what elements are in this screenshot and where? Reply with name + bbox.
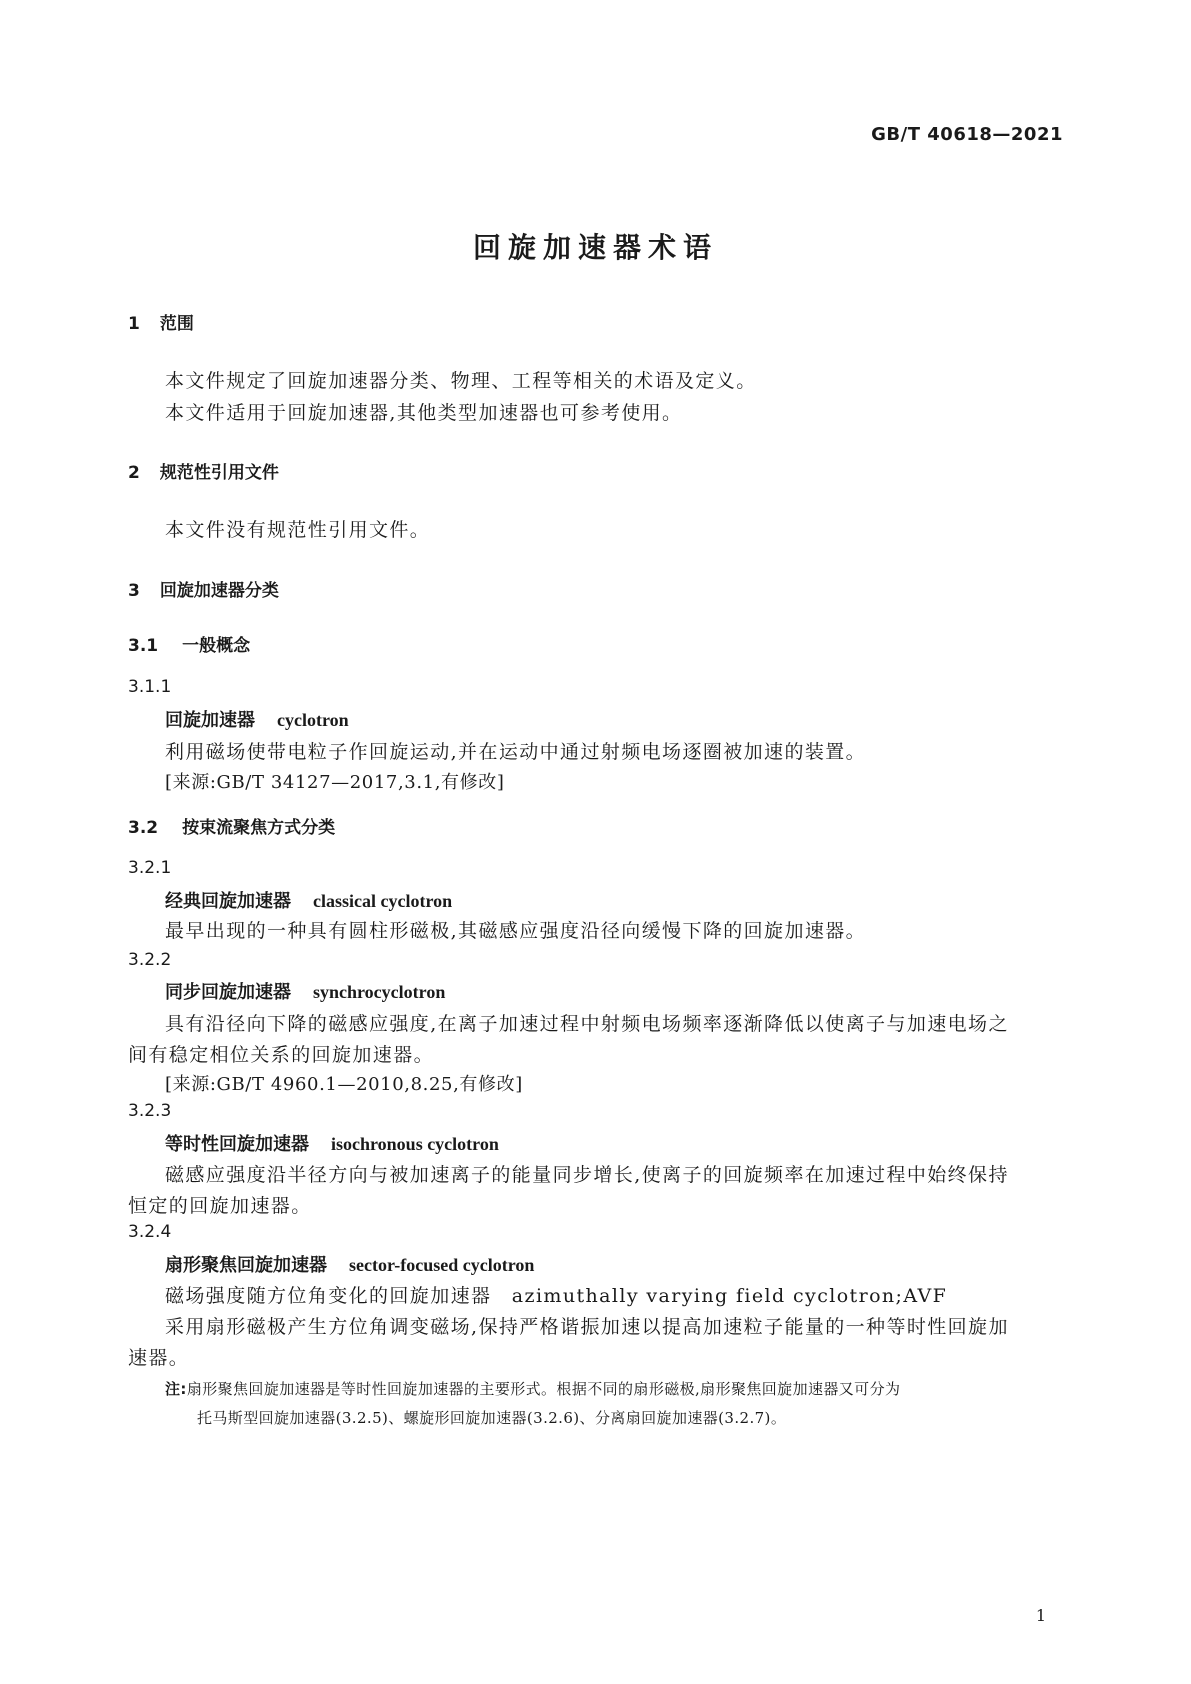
subsection-heading-3-1 — [128, 631, 250, 656]
term-zh: 同步回旋加速器 — [165, 982, 291, 1003]
term-en: synchrocyclotron — [313, 982, 446, 1002]
term-entry — [165, 887, 452, 913]
term-zh: 等时性回旋加速器 — [165, 1134, 309, 1155]
term-entry — [165, 978, 445, 1004]
term-note-continued: 托马斯型回旋加速器(3.2.5)、螺旋形回旋加速器(3.2.6)、分离扇回旋加速器(3.2.7)。 — [197, 1409, 787, 1427]
term-number: 3.2.4 — [128, 1222, 172, 1242]
note-label: 注: — [165, 1380, 187, 1398]
term-zh: 回旋加速器 — [165, 710, 255, 731]
term-zh: 扇形聚焦回旋加速器 — [165, 1255, 327, 1276]
page-number: 1 — [1035, 1606, 1046, 1625]
section-title: 规范性引用文件 — [159, 463, 279, 483]
standard-number: GB/T 40618—2021 — [871, 124, 1063, 145]
term-definition: 磁感应强度沿半径方向与被加速离子的能量同步增长,使离子的回旋频率在加速过程中始终保持 — [165, 1164, 1009, 1186]
section-title: 范围 — [159, 314, 194, 334]
subsection-heading-3-2 — [128, 813, 335, 838]
term-en: isochronous cyclotron — [331, 1134, 499, 1154]
term-en: sector-focused cyclotron — [349, 1255, 535, 1275]
section-number: 1 — [128, 314, 140, 334]
term-note — [165, 1378, 900, 1399]
section-number: 3 — [128, 581, 140, 601]
section-number: 3.1 — [128, 636, 159, 656]
paragraph: 本文件没有规范性引用文件。 — [165, 519, 431, 541]
term-en: classical cyclotron — [313, 891, 453, 911]
term-definition: 最早出现的一种具有圆柱形磁极,其磁感应强度沿径向缓慢下降的回旋加速器。 — [165, 920, 867, 942]
term-source: [来源:GB/T 34127—2017,3.1,有修改] — [165, 772, 505, 793]
section-heading-3 — [128, 576, 279, 601]
paragraph: 本文件规定了回旋加速器分类、物理、工程等相关的术语及定义。 — [165, 370, 757, 392]
term-definition: 具有沿径向下降的磁感应强度,在离子加速过程中射频电场频率逐渐降低以使离子与加速电场之 — [165, 1013, 1009, 1035]
section-title: 一般概念 — [182, 636, 251, 656]
term-number: 3.2.1 — [128, 858, 172, 878]
section-heading-1 — [128, 309, 194, 334]
term-number: 3.1.1 — [128, 677, 172, 697]
document-title: 回旋加速器术语 — [472, 231, 718, 264]
term-entry — [165, 1130, 499, 1156]
note-text: 扇形聚焦回旋加速器是等时性回旋加速器的主要形式。根据不同的扇形磁极,扇形聚焦回旋加速器又可分为 — [186, 1380, 901, 1398]
term-definition-continued: 间有稳定相位关系的回旋加速器。 — [128, 1044, 435, 1066]
term-entry — [165, 1251, 534, 1277]
paragraph: 本文件适用于回旋加速器,其他类型加速器也可参考使用。 — [165, 402, 683, 424]
term-definition: 采用扇形磁极产生方位角调变磁场,保持严格谐振加速以提高加速粒子能量的一种等时性回旋加 — [165, 1316, 1009, 1338]
term-definition: 利用磁场使带电粒子作回旋运动,并在运动中通过射频电场逐圈被加速的装置。 — [165, 741, 867, 763]
term-definition-continued: 恒定的回旋加速器。 — [128, 1195, 312, 1217]
term-zh: 经典回旋加速器 — [165, 891, 291, 912]
term-synonym: 磁场强度随方位角变化的回旋加速器 azimuthally varying field cyclotron;AVF — [165, 1285, 948, 1307]
section-title: 回旋加速器分类 — [159, 581, 279, 601]
term-en: cyclotron — [277, 710, 349, 730]
section-number: 2 — [128, 463, 140, 483]
term-number: 3.2.2 — [128, 950, 172, 970]
term-source: [来源:GB/T 4960.1—2010,8.25,有修改] — [165, 1074, 523, 1095]
term-number: 3.2.3 — [128, 1101, 172, 1121]
section-heading-2 — [128, 458, 279, 483]
section-title: 按束流聚焦方式分类 — [182, 818, 336, 838]
term-definition-continued: 速器。 — [128, 1347, 190, 1369]
term-entry — [165, 706, 349, 732]
section-number: 3.2 — [128, 818, 159, 838]
